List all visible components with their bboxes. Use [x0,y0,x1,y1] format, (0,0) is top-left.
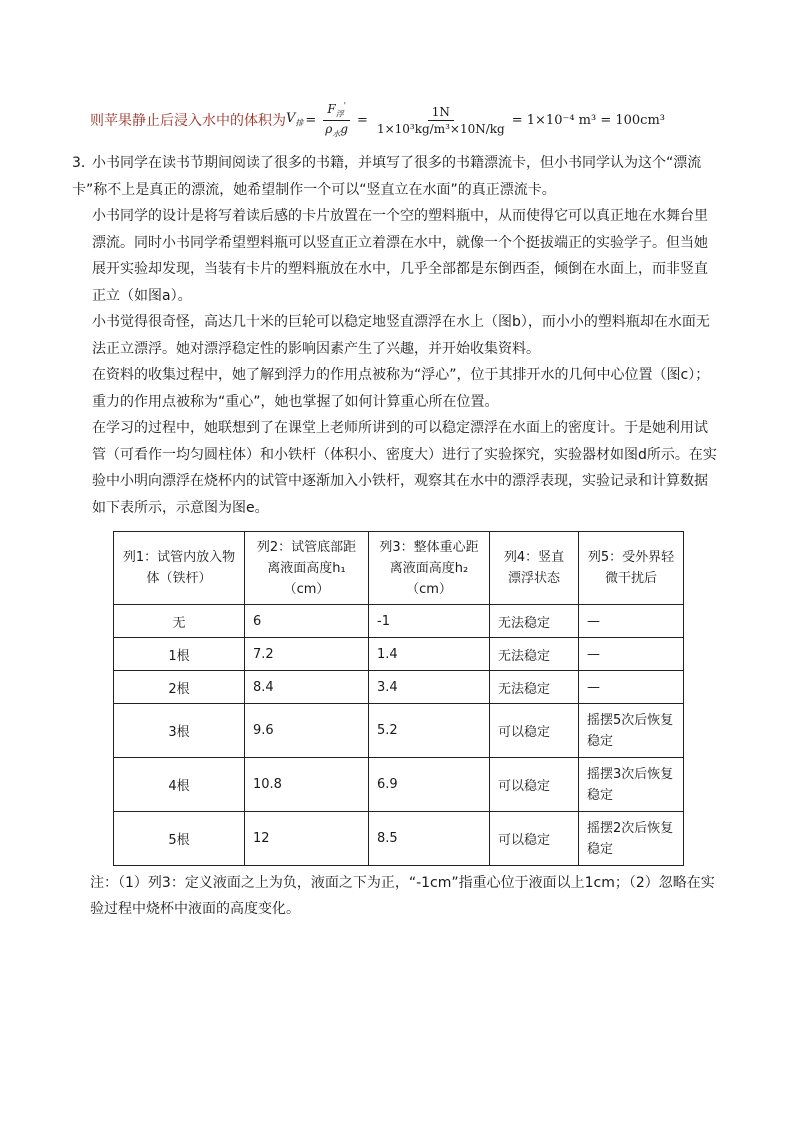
table-header-row [114,532,684,605]
question-paragraph-5: 在学习的过程中，她联想到了在课堂上老师所讲到的可以稳定漂浮在水面上的密度计。于是她利用试管（可看作一均匀圆柱体）和小铁杆（体积小、密度大）进行了实验探究，实验器材如图d所示。在实验中小明向漂浮在烧杯内的试管中逐渐加入小铁杆，观察其在水中的漂浮表现，实验记录和计算数据如下表所示，示意图为图e。 [92,420,717,516]
question-paragraph-2: 小书同学的设计是将写着读后感的卡片放置在一个空的塑料瓶中，从而使得它可以真正地在水舞台里漂流。同时小书同学希望塑料瓶可以竖直正立着漂在水中，就像一个个挺拔端正的实验学子。但当她展开实验却发现，当装有卡片的塑料瓶放在水中，几乎全部都是东倒西歪，倾倒在水面上，而非竖直正立（如图a）。 [92,208,708,304]
formula-line: 则苹果静止后浸入水中的体积为 $V_排$ = $\frac{F_浮'}{\rho_水g}$ = $\frac{1N}{\text{1×10³kg/m³×10N/kg}}$ = 1×10⁻⁴ m³ = 100cm³ [90,100,665,139]
question-paragraph-3: 小书觉得很奇怪，高达几十米的巨轮可以稳定地竖直漂浮在水上（图b），而小小的塑料瓶却在水面无法正立漂浮。她对漂浮稳定性的影响因素产生了兴趣，并开始收集资料。 [92,314,710,357]
formula-fraction-2: $\frac{1N}{\text{1×10³kg/m³×10N/kg}}$ [376,104,505,136]
question-number: 3． [72,155,95,171]
table-note: 注：（1）列3：定义液面之上为负，液面之下为正，“-1cm”指重心位于液面以上1cm；（2）忽略在实验过程中烧杯中液面的高度变化。 [90,875,715,917]
formula-lhs: $V_排$ [286,111,304,128]
question-3 [72,150,720,521]
table-row: 3根 9.6 5.2 可以稳定 摇摆5次后恢复稳定 [114,704,684,758]
table-header: 列3：整体重心距离液面高度h₂（cm） [369,532,490,605]
table-header: 列1：试管内放入物体（铁杆） [114,532,245,605]
table-row: 2根 8.4 3.4 无法稳定 — [114,671,684,704]
table-row: 4根 10.8 6.9 可以稳定 摇摆3次后恢复稳定 [114,758,684,812]
question-paragraph-1: 3．小书同学在读书节期间阅读了很多的书籍，并填写了很多的书籍漂流卡，但小书同学认为这个“漂流卡”称不上是真正的漂流，她希望制作一个可以“竖直立在水面”的真正漂流卡。 [72,150,720,203]
table-header: 列4：竖直漂浮状态 [490,532,579,605]
table-row: 1根 7.2 1.4 无法稳定 — [114,638,684,671]
table-header: 列2：试管底部距离液面高度h₁（cm） [245,532,369,605]
table-header: 列5：受外界轻微干扰后 [579,532,684,605]
formula-lead-text: 则苹果静止后浸入水中的体积为 [90,113,286,129]
data-table [113,531,684,866]
table-row: 5根 12 8.5 可以稳定 摇摆2次后恢复稳定 [114,812,684,866]
formula-result: = 1×10⁻⁴ m³ = 100cm³ [511,112,665,128]
table-row: 无 6 -1 无法稳定 — [114,605,684,638]
formula-fraction-1: $\frac{F_浮'}{\rho_水g}$ [325,100,349,139]
question-paragraph-4: 在资料的收集过程中，她了解到浮力的作用点被称为“浮心”，位于其排开水的几何中心位置（图c）；重力的作用点被称为“重心”，她也掌握了如何计算重心所在位置。 [92,367,710,410]
